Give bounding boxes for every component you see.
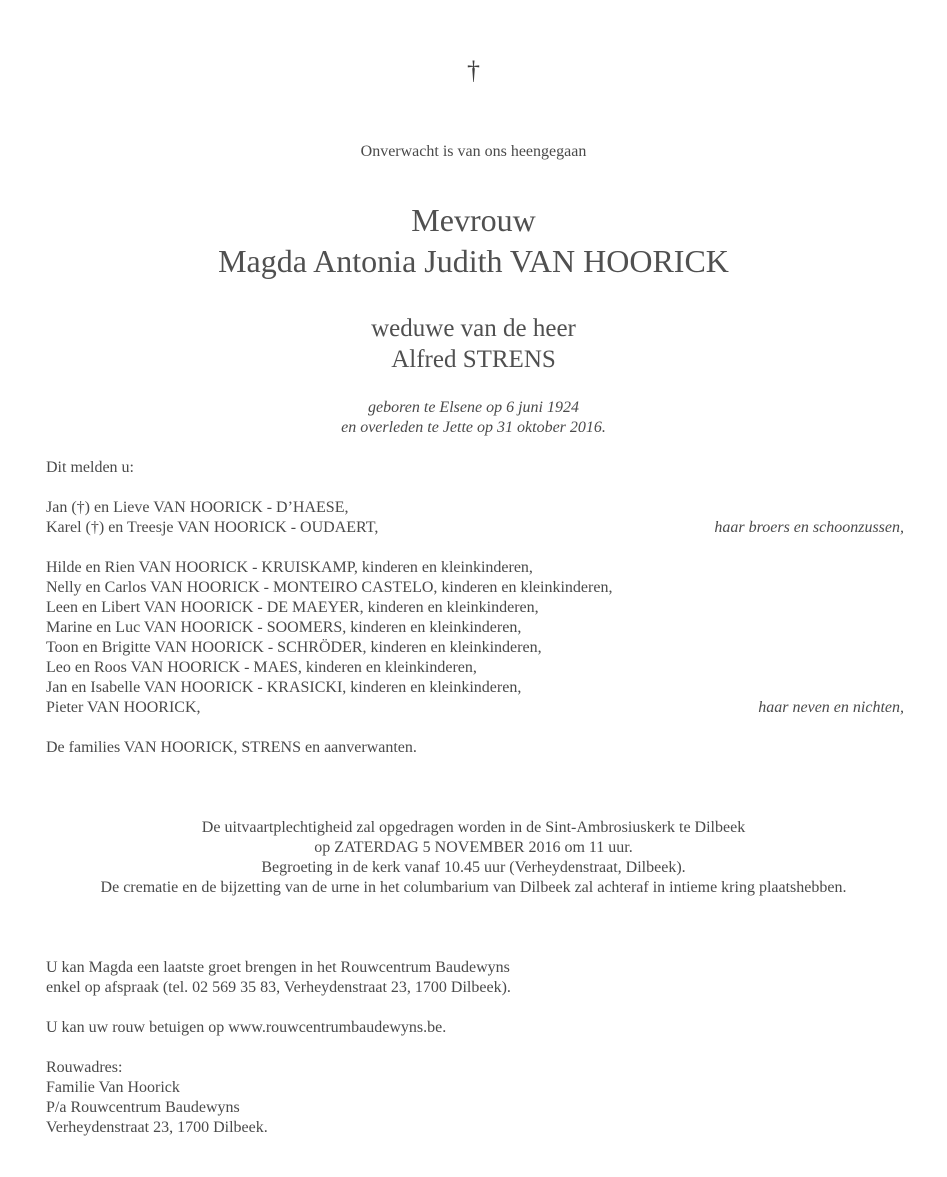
ceremony-line: Begroeting in de kerk vanaf 10.45 uur (Verheydenstraat, Dilbeek). (261, 859, 686, 876)
intro-text: Onverwacht is van ons heengegaan (360, 143, 587, 160)
visit-line: U kan Magda een laatste groet brengen in het Rouwcentrum Baudewyns (46, 959, 510, 976)
condolence-text: U kan uw rouw betuigen op www.rouwcentrumbaudewyns.be. (46, 1019, 447, 1036)
nephew-line (46, 638, 904, 658)
spouse-name: Alfred STRENS (391, 346, 556, 373)
sibling-name: Jan (†) en Lieve VAN HOORICK - D’HAESE, (46, 499, 349, 516)
nephew-name: Nelly en Carlos VAN HOORICK - MONTEIRO CASTELO, kinderen en kleinkinderen, (46, 579, 613, 596)
sibling-name: Karel (†) en Treesje VAN HOORICK - OUDAERT, (46, 519, 379, 536)
address-line: Verheydenstraat 23, 1700 Dilbeek. (46, 1119, 268, 1136)
address-line: P/a Rouwcentrum Baudewyns (46, 1099, 240, 1116)
nephew-line (46, 558, 904, 578)
nephew-name: Marine en Luc VAN HOORICK - SOOMERS, kinderen en kleinkinderen, (46, 619, 522, 636)
visit-line: enkel op afspraak (tel. 02 569 35 83, Verheydenstraat 23, 1700 Dilbeek). (46, 979, 511, 996)
nephew-relation: haar neven en nichten, (758, 699, 904, 716)
nephew-line (46, 618, 904, 638)
address-line: Familie Van Hoorick (46, 1079, 180, 1096)
nephew-name: Jan en Isabelle VAN HOORICK - KRASICKI, kinderen en kleinkinderen, (46, 679, 522, 696)
sibling-line (46, 498, 904, 518)
nephew-line (46, 698, 904, 718)
ceremony-line: De uitvaartplechtigheid zal opgedragen worden in de Sint-Ambrosiuskerk te Dilbeek (201, 819, 746, 836)
nephew-name: Leen en Libert VAN HOORICK - DE MAEYER, kinderen en kleinkinderen, (46, 599, 539, 616)
nephew-line (46, 578, 904, 598)
nephew-name: Pieter VAN HOORICK, (46, 699, 201, 716)
ceremony-line: op ZATERDAG 5 NOVEMBER 2016 om 11 uur. (314, 839, 633, 856)
ceremony-line: De crematie en de bijzetting van de urne in het columbarium van Dilbeek zal achteraf in intieme kring plaatshebben. (100, 879, 847, 896)
widow-line: weduwe van de heer (371, 315, 576, 342)
families-text: De families VAN HOORICK, STRENS en aanverwanten. (46, 739, 417, 756)
deceased-title: Mevrouw (411, 202, 536, 238)
nephew-line (46, 658, 904, 678)
nephew-line (46, 678, 904, 698)
death-line: en overleden te Jette op 31 oktober 2016. (341, 419, 606, 436)
sibling-relation: haar broers en schoonzussen, (714, 519, 904, 536)
announce-text: Dit melden u: (46, 459, 134, 476)
nephew-line (46, 598, 904, 618)
nephew-name: Toon en Brigitte VAN HOORICK - SCHRÖDER, kinderen en kleinkinderen, (46, 639, 542, 656)
nephew-name: Leo en Roos VAN HOORICK - MAES, kinderen en kleinkinderen, (46, 659, 477, 676)
address-label: Rouwadres: (46, 1059, 123, 1076)
nephew-name: Hilde en Rien VAN HOORICK - KRUISKAMP, kinderen en kleinkinderen, (46, 559, 533, 576)
birth-line: geboren te Elsene op 6 juni 1924 (368, 399, 579, 416)
sibling-line (46, 518, 904, 538)
deceased-name: Magda Antonia Judith VAN HOORICK (218, 243, 729, 279)
cross-icon: † (467, 56, 480, 85)
